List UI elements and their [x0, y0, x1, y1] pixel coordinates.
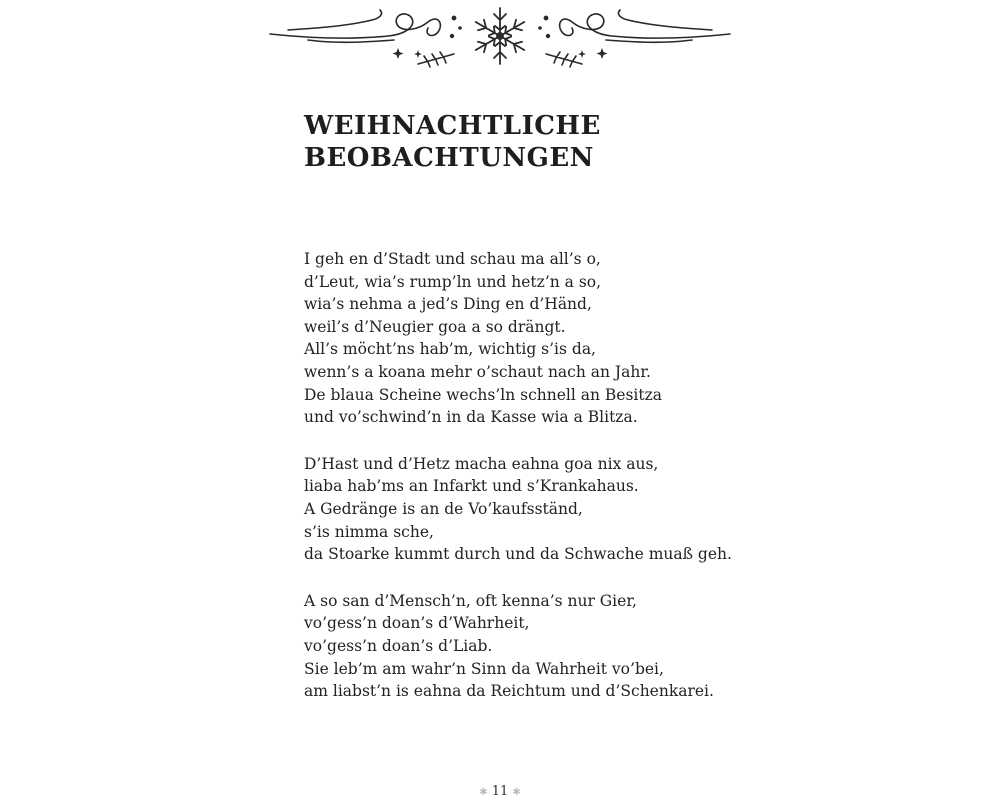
left-sprig — [418, 52, 454, 67]
poem-title-line-2: BEOBACHTUNGEN — [304, 143, 594, 173]
poem-line: Sie leb’m am wahr’n Sinn da Wahrheit vo’bei, — [304, 659, 664, 678]
star-icon: ✱ — [512, 787, 521, 798]
left-flourish — [270, 14, 440, 38]
stanza-3 — [304, 590, 744, 703]
poem-line: All’s möcht’ns hab’m, wichtig s’is da, — [304, 340, 596, 359]
stanza-1 — [304, 248, 744, 429]
poem-line: A Gedränge is an de Vo’kaufsständ, — [304, 499, 583, 518]
right-sprig — [546, 52, 582, 67]
poem-title-line-1: WEIHNACHTLICHE — [304, 111, 601, 141]
poem-line: liaba hab’ms an Infarkt und s’Krankahaus. — [304, 477, 639, 496]
poem-line: wenn’s a koana mehr o’schaut nach an Jahr. — [304, 362, 651, 381]
poem-line: weil’s d’Neugier goa a so drängt. — [304, 317, 566, 336]
poem-line: s’is nimma sche, — [304, 522, 434, 541]
star-icon: ✱ — [479, 787, 488, 798]
poem-line: vo’gess’n doan’s d’Liab. — [304, 636, 493, 655]
star-icon — [597, 48, 608, 59]
poem-title — [304, 110, 601, 174]
poem-line: wia’s nehma a jed’s Ding en d’Händ, — [304, 295, 592, 314]
page-number-value: 11 — [491, 784, 509, 799]
poem-line: da Stoarke kummt durch und da Schwache muaß geh. — [304, 545, 732, 564]
right-flourish — [560, 14, 730, 38]
poem-line: d’Leut, wia’s rump’ln und hetz’n a so, — [304, 272, 602, 291]
poem-body — [304, 248, 744, 727]
page-number — [470, 784, 530, 799]
star-icon — [414, 50, 422, 58]
poem-line: am liabst’n is eahna da Reichtum und d’Schenkarei. — [304, 682, 714, 701]
poem-line: D’Hast und d’Hetz macha eahna goa nix aus, — [304, 454, 659, 473]
header-ornament — [268, 0, 732, 74]
snowflake-icon — [473, 8, 527, 64]
star-icon — [393, 48, 404, 59]
poem-line: A so san d’Mensch’n, oft kenna’s nur Gier, — [304, 591, 637, 610]
poem-line: vo’gess’n doan’s d’Wahrheit, — [304, 614, 530, 633]
star-icon — [578, 50, 586, 58]
poem-line: und vo’schwind’n in da Kasse wia a Blitza. — [304, 408, 638, 427]
stanza-2 — [304, 453, 744, 566]
poem-line: I geh en d’Stadt und schau ma all’s o, — [304, 250, 601, 268]
poem-line: De blaua Scheine wechs’ln schnell an Besitza — [304, 385, 663, 404]
